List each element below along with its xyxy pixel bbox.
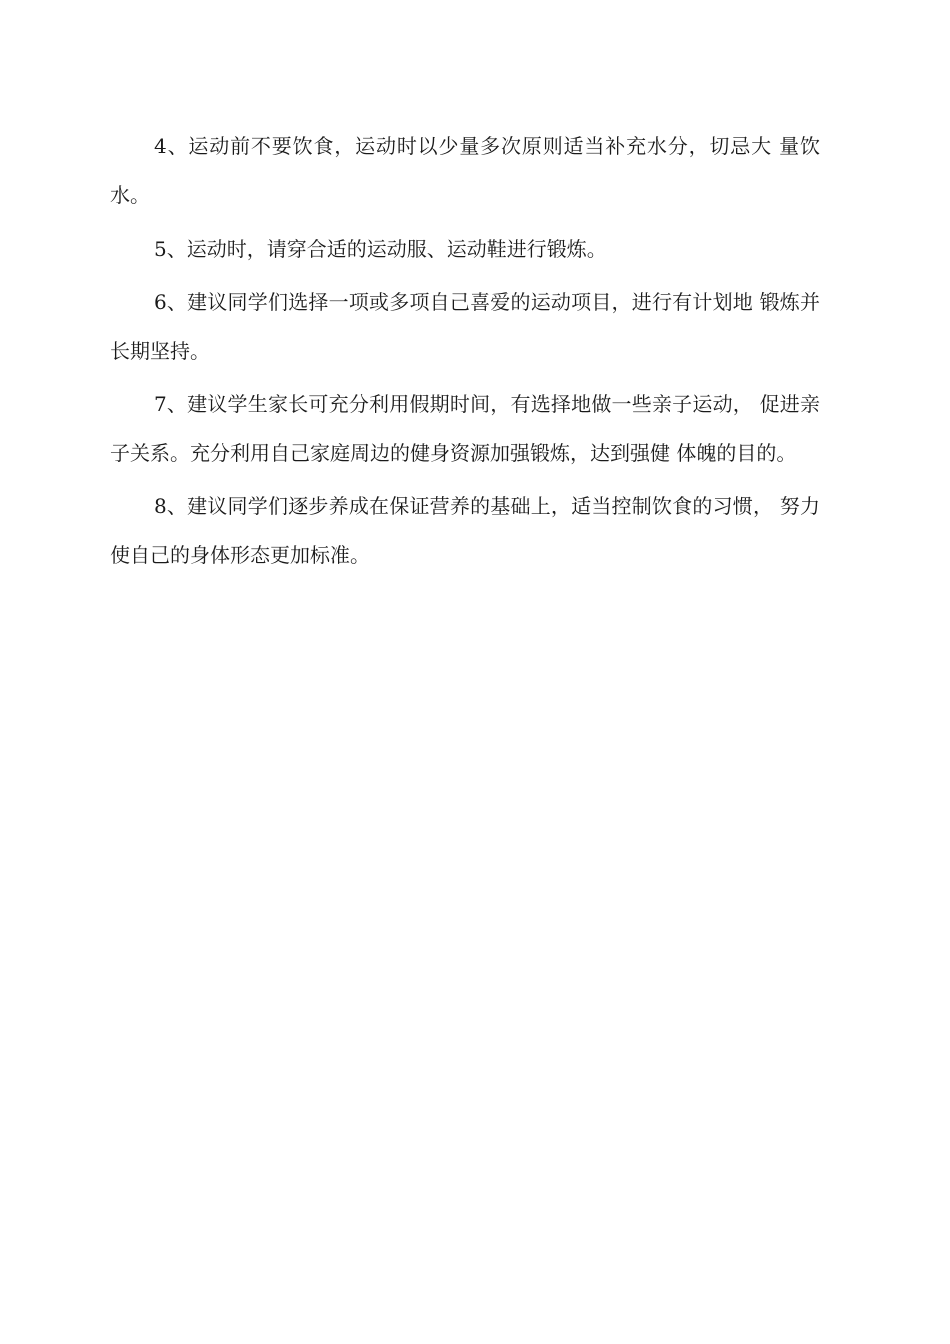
paragraph-item-4: 4、运动前不要饮食，运动时以少量多次原则适当补充水分，切忌大 量饮水。 <box>110 134 820 207</box>
paragraph-item-5: 5、运动时，请穿合适的运动服、运动鞋进行锻炼。 <box>154 237 607 261</box>
paragraph-item-6: 6、建议同学们选择一项或多项自己喜爱的运动项目，进行有计划地 锻炼并长期坚持。 <box>110 290 820 363</box>
document-body <box>110 122 820 584</box>
paragraph-item-8: 8、建议同学们逐步养成在保证营养的基础上，适当控制饮食的习惯， 努力使自己的身体形态更加标准。 <box>110 494 820 567</box>
paragraph-item-7: 7、建议学生家长可充分利用假期时间，有选择地做一些亲子运动， 促进亲子关系。充分利用自己家庭周边的健身资源加强锻炼，达到强健 体魄的目的。 <box>110 392 820 465</box>
